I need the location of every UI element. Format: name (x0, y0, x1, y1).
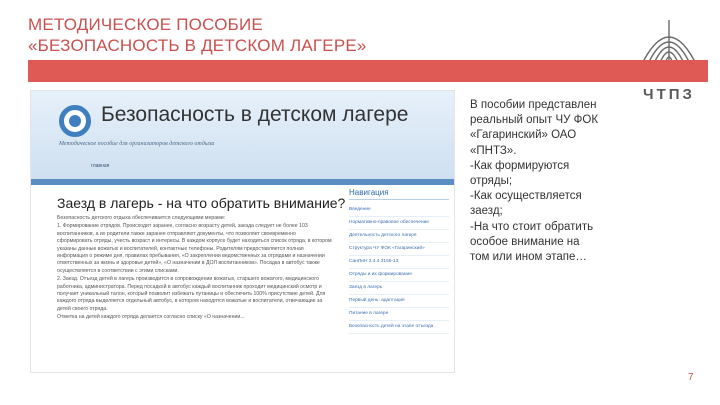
slide-title-line-2: «БЕЗОПАСНОСТЬ В ДЕТСКОМ ЛАГЕРЕ» (28, 36, 367, 55)
description-line: В пособии представлен (470, 99, 597, 111)
description-line: том или ином этапе… (470, 251, 587, 264)
description-line: особое внимание на (470, 235, 580, 248)
site-header (31, 91, 455, 179)
nav-link-5[interactable]: СанПиН 2.4.4.3155-13 (349, 256, 449, 269)
nav-link-3[interactable]: Деятельность детского лагеря (349, 230, 449, 243)
nav-link-7[interactable]: Заезд в лагерь (349, 282, 449, 295)
site-navigation-panel (349, 186, 449, 373)
site-menu-bar (31, 179, 455, 185)
logo-text-name: ЧТПЗ (643, 86, 695, 103)
description-line: -На что стоит обратить (470, 220, 594, 233)
article-title: Заезд в лагерь - на что обратить внимание? (57, 195, 346, 211)
description-line: -Как формируются (470, 159, 570, 172)
accent-band (28, 60, 708, 82)
site-subtitle: Методическое пособие для организаторов детского отдыха (59, 141, 215, 147)
site-title: Безопасность в детском лагере (101, 103, 409, 126)
site-logo-icon (59, 105, 91, 137)
nav-title: Навигация (349, 186, 449, 200)
description-line: заезд; (470, 205, 503, 218)
nav-link-4[interactable]: Структура ЧУ ФОК «Гагаринский» (349, 243, 449, 256)
description-line: «ПНТЗ». (470, 144, 517, 157)
article-paragraph: 2. Заезд. Отъезд детей в лагерь производится в сопровождении вожатых, старшего вожатого, медицинского работника, администратора. Перед посадкой в автобус каждый воспитанник проходит медицинский осмотр и получает уникальный талон, который позволит избежать путаницы и обеспечить 100% присутствие детей. Для каждого отряда выделяется отдельный автобус, в котором находятся вожатые и воспитатели, отвечающие за детей своего отряда. (57, 276, 326, 312)
nav-link-8[interactable]: Первый день: адаптация (349, 295, 449, 308)
slide-title (28, 14, 508, 56)
nav-link-9[interactable]: Питание в лагере (349, 308, 449, 321)
description-line: «Гагаринский» ОАО (470, 129, 577, 142)
nav-link-1[interactable]: Введение (349, 204, 449, 217)
description-text (470, 98, 635, 265)
page-number: 7 (688, 372, 694, 383)
article-paragraph: Отметка на детей каждого отряда делается согласно списку «О назначении... (57, 314, 245, 321)
nav-link-6[interactable]: Отряды и их формирование (349, 269, 449, 282)
slide-title-line-1: МЕТОДИЧЕСКОЕ ПОСОБИЕ (28, 15, 263, 34)
article-paragraph: Безопасность детского отдыха обеспечивается следующими мерами: (57, 215, 226, 221)
description-line: реальный опыт ЧУ ФОК (470, 114, 599, 127)
site-main-link[interactable]: главная (91, 163, 110, 169)
nav-link-2[interactable]: Нормативно-правовое обеспечение (349, 217, 449, 230)
article-body (57, 215, 332, 323)
description-line: -Как осуществляется (470, 190, 582, 203)
description-line: отряды; (470, 175, 513, 188)
website-screenshot (30, 90, 455, 373)
nav-link-10[interactable]: Безопасность детей на этапе отъезда (349, 321, 449, 334)
article-paragraph: 1. Формирование отрядов. Происходит заранее, согласно возрасту детей, заезда следует не более 103 воспитанников, а их родители также заранее отправляют документы, что позволяет своевременно сформировать отряды, учесть возраст и интересы. В каждом корпусе будет находиться список отряда, в котором указаны данные вожатых и воспитателей, контактные телефоны. Родителям предоставляется полная информация о режиме дня, правилах пребывания, «О закреплении ведомственных за отрядами и назначении ответственных за жизнь и здоровье детей», «О назначении в ДОЛ воспитанников». Посадка в автобус также осуществляется в соответствии с этими списками. (57, 223, 332, 274)
